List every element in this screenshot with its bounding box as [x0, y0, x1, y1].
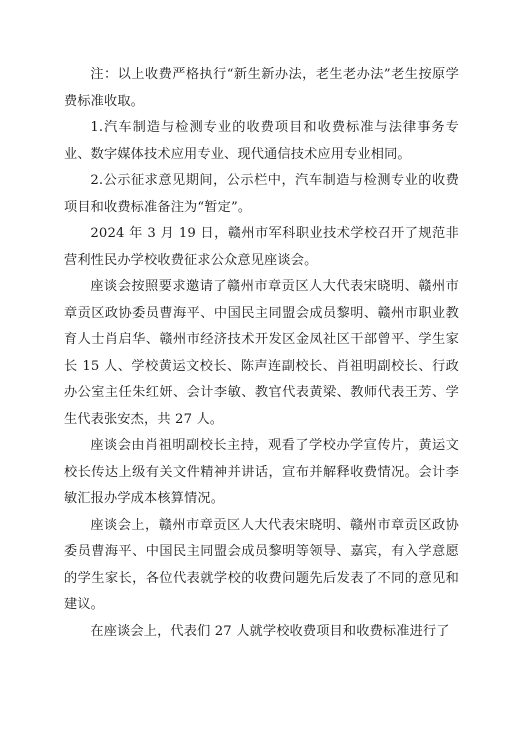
note-item-1: 1.汽车制造与检测专业的收费项目和收费标准与法律事务专业、数字媒体技术应用专业、现代通信技术应用专业相同。	[64, 120, 459, 162]
meeting-proceedings-paragraph: 座谈会由肖祖明副校长主持，观看了学校办学宣传片，黄运文校长传达上级有关文件精神并讲话，宣布并解释收费情况。会计李敏汇报办学成本核算情况。	[64, 438, 459, 506]
note-paragraph: 注：以上收费严格执行“新生新办法，老生老办法”老生按原学费标准收取。	[64, 67, 459, 109]
note-item-2: 2.公示征求意见期间，公示栏中，汽车制造与检测专业的收费项目和收费标准备注为“暂定”。	[64, 173, 459, 215]
meeting-intro-paragraph: 2024 年 3 月 19 日，赣州市军科职业技术学校召开了规范非营利性民办学校收费征求公众意见座谈会。	[64, 226, 459, 268]
attendees-paragraph: 座谈会按照要求邀请了赣州市章贡区人大代表宋晓明、赣州市章贡区政协委员曹海平、中国民主同盟会成员黎明、赣州市职业教育人士肖启华、赣州市经济技术开发区金凤社区干部曾平、学生家长 15 人、学校黄运文校长、陈声连副校长、肖祖明副校长、行政办公室主任朱红妍、会计李敏、教官代表黄梁、教师代表王芳、学生代表张安杰，共 27 人。	[64, 279, 459, 427]
discussion-paragraph: 在座谈会上，代表们 27 人就学校收费项目和收费标准进行了	[90, 623, 450, 639]
opinions-paragraph: 座谈会上，赣州市章贡区人大代表宋晓明、赣州市章贡区政协委员曹海平、中国民主同盟会成员黎明等领导、嘉宾，有入学意愿的学生家长，各位代表就学校的收费问题先后发表了不同的意见和建议。	[64, 517, 459, 612]
document-body	[64, 62, 459, 645]
